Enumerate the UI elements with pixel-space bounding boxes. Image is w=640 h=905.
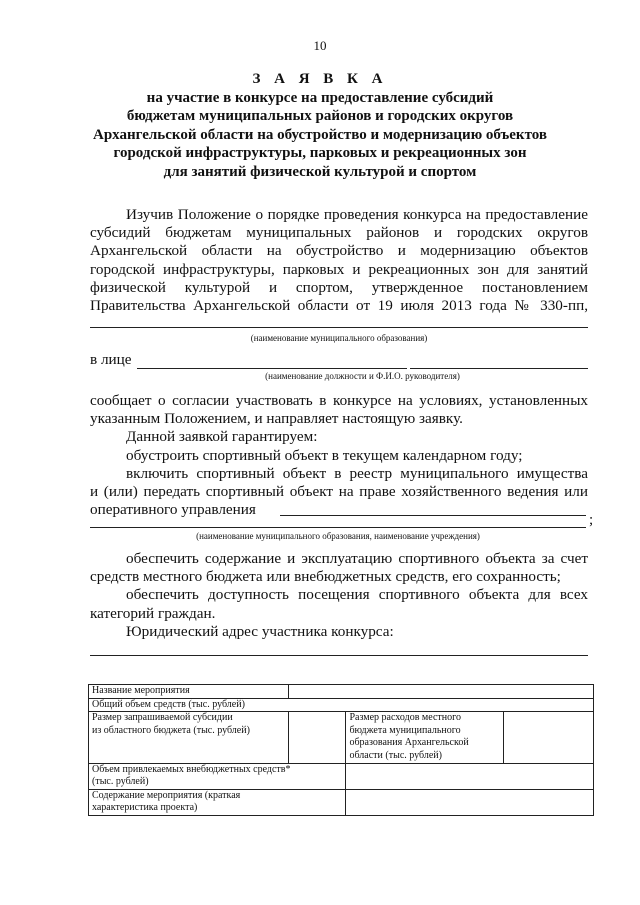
document-title: [0, 70, 640, 182]
cell-line: (тыс. рублей): [92, 776, 149, 788]
text-line: обеспечить содержание и эксплуатацию спортивного объекта за счет: [126, 550, 588, 567]
head-name-field[interactable]: [410, 368, 588, 369]
cell-line: характеристика проекта): [92, 802, 198, 814]
label-cell: [89, 763, 346, 789]
content-value-cell[interactable]: [346, 789, 594, 815]
page-number: 10: [313, 38, 327, 53]
title-line: бюджетам муниципальных районов и городских округов: [126, 108, 514, 125]
label-cell: [89, 789, 346, 815]
text-line: Данной заявкой гарантируем:: [126, 428, 318, 446]
label-cell[interactable]: Общий объем средств (тыс. рублей): [89, 698, 594, 712]
cell-line: Размер расходов местного: [349, 712, 461, 724]
in-person-label: в лице: [90, 351, 132, 368]
position-field[interactable]: [137, 368, 407, 369]
text-line: субсидий бюджетам муниципальных районов и городских округов: [90, 224, 588, 242]
table-row: [89, 712, 594, 763]
title-line: для занятий физической культурой и спортом: [163, 163, 477, 180]
text-line: Правительства Архангельской области от 19 июля 2013 года № 330-пп,: [90, 297, 588, 315]
title-word: З А Я В К А: [252, 71, 388, 87]
cell-line: Содержание мероприятия (краткая: [92, 789, 241, 801]
title-line: Архангельской области на обустройство и модернизацию объектов: [93, 126, 547, 143]
cell-line: из областного бюджета (тыс. рублей): [92, 724, 250, 736]
cell-line: образования Архангельской: [349, 737, 469, 749]
text-line: городской инфраструктуры, парковых и рекреационных зон для занятий: [90, 260, 588, 278]
table-row: [89, 763, 594, 789]
text-line: физической культурой и спортом, утвержденное постановлением: [90, 278, 588, 296]
caption-institution: (наименование муниципального образования, наименование учреждения): [196, 531, 480, 541]
obligations-paragraph: [90, 550, 588, 641]
management-field[interactable]: [280, 515, 586, 516]
municipality-field[interactable]: [90, 327, 588, 328]
event-name-cell[interactable]: [288, 685, 593, 699]
title-line: городской инфраструктуры, парковых и рекреационных зон: [113, 145, 527, 162]
application-table: [88, 684, 594, 816]
text-line: Архангельской области на обустройство и модернизацию объектов: [90, 242, 588, 260]
subsidy-value-cell[interactable]: [288, 712, 346, 763]
extra-value-cell[interactable]: [346, 763, 594, 789]
text-line: средств местного бюджета или внебюджетных средств, его сохранность;: [90, 568, 561, 586]
text-line: категорий граждан.: [90, 604, 216, 622]
table-row: [89, 698, 594, 712]
caption-position: (наименование должности и Ф.И.О. руководителя): [265, 371, 460, 381]
body-paragraph: [90, 392, 588, 519]
text-line: и (или) передать спортивный объект на праве хозяйственного ведения или: [90, 483, 588, 501]
label-cell: Название мероприятия: [89, 685, 289, 699]
cell-line: Объем привлекаемых внебюджетных средств*: [92, 763, 291, 775]
legal-address-field[interactable]: [90, 655, 588, 656]
semicolon: ;: [589, 512, 594, 528]
title-line: на участие в конкурсе на предоставление субсидий: [146, 89, 494, 106]
text-line: обеспечить доступность посещения спортивного объекта для всех: [126, 586, 588, 604]
text-line: Юридический адрес участника конкурса:: [126, 622, 394, 640]
label-cell: [89, 712, 289, 763]
text-line: включить спортивный объект в реестр муниципального имущества: [126, 464, 588, 482]
text-line: сообщает о согласии участвовать в конкурсе на условиях, установленных: [90, 392, 588, 409]
table-row: [89, 685, 594, 699]
text-line: Изучив Положение о порядке проведения конкурса на предоставление: [126, 206, 588, 223]
cell-line: Размер запрашиваемой субсидии: [92, 712, 233, 724]
table-row: [89, 789, 594, 815]
cell-line: области (тыс. рублей): [349, 749, 442, 761]
cell-line: бюджета муниципального: [349, 724, 461, 736]
intro-paragraph: [90, 206, 588, 315]
institution-field[interactable]: [90, 527, 586, 528]
label-cell: [346, 712, 504, 763]
text-line: указанным Положением, и направляет настоящую заявку.: [90, 410, 463, 428]
local-value-cell[interactable]: [504, 712, 594, 763]
text-line: оперативного управления: [90, 501, 256, 519]
caption-municipality: (наименование муниципального образования): [250, 333, 428, 343]
text-line: обустроить спортивный объект в текущем календарном году;: [126, 446, 523, 464]
